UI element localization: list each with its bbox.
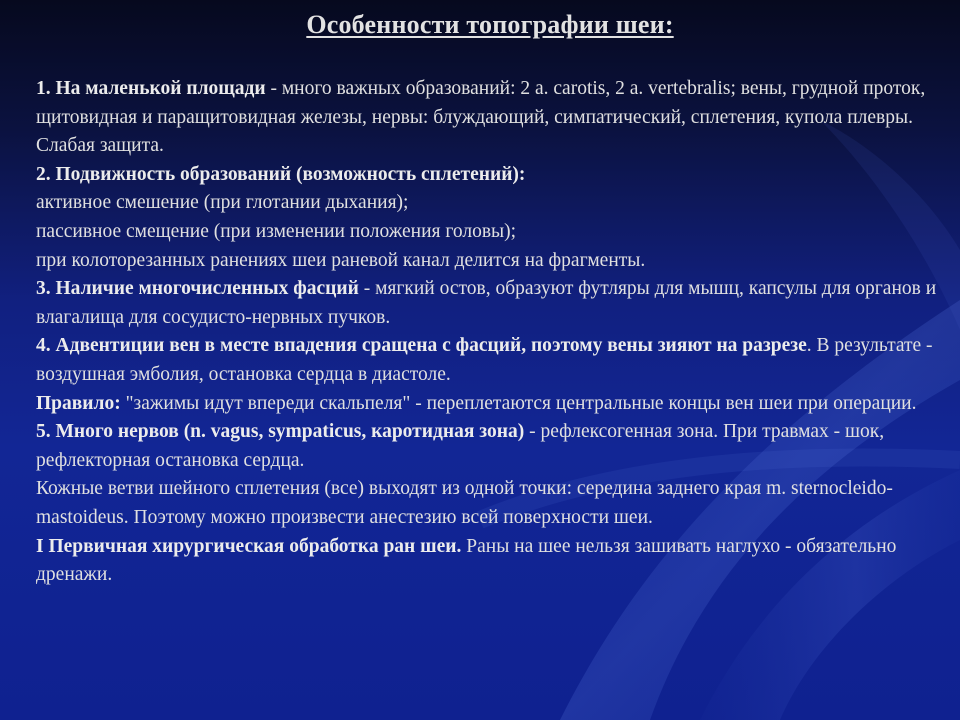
paragraph-11-text: Раны на шее нельзя зашивать наглухо - обязательно дренажи. bbox=[36, 535, 897, 586]
paragraph-4 bbox=[36, 218, 941, 247]
paragraph-9 bbox=[36, 418, 941, 475]
paragraph-5-text: при колоторезанных ранениях шеи раневой канал делится на фрагменты. bbox=[36, 249, 646, 271]
paragraph-1-text: - много важных образований: 2 a. carotis, 2 a. vertebralis; вены, грудной проток, щитовидная и паращитовидная железы, нервы: блуждающий, симпатический, сплетения, купола плевры. Слабая защита. bbox=[36, 78, 926, 157]
paragraph-6-bold: 3. Наличие многочисленных фасций bbox=[36, 278, 359, 300]
paragraph-8-bold: Правило: bbox=[36, 392, 121, 414]
paragraph-3-text: активное смешение (при глотании дыхания); bbox=[36, 192, 409, 214]
slide-title: Особенности топографии шеи: bbox=[306, 10, 674, 39]
paragraph-7-bold: 4. Адвентиции вен в месте впадения сращена с фасций, поэтому вены зияют на разрезе bbox=[36, 335, 807, 357]
paragraph-10 bbox=[36, 475, 941, 532]
paragraph-11-bold: I Первичная хирургическая обработка ран шеи. bbox=[36, 535, 462, 557]
paragraph-1 bbox=[36, 75, 941, 161]
paragraph-7 bbox=[36, 332, 941, 389]
paragraph-2-bold: 2. Подвижность образований (возможность сплетений): bbox=[36, 163, 526, 185]
paragraph-6 bbox=[36, 275, 941, 332]
paragraph-8 bbox=[36, 390, 941, 419]
paragraph-7-text: . В результате - воздушная эмболия, остановка сердца в диастоле. bbox=[36, 335, 933, 385]
paragraph-9-bold: 5. Много нервов (n. vagus, sympaticus, каротидная зона) bbox=[36, 421, 525, 443]
paragraph-4-text: пассивное смещение (при изменении положения головы); bbox=[36, 220, 517, 242]
paragraph-6-text: - мягкий остов, образуют футляры для мышц, капсулы для органов и влагалища для сосудисто-нервных пучков. bbox=[36, 278, 937, 328]
paragraph-9-text: - рефлексогенная зона. При травмах - шок, рефлекторная остановка сердца. bbox=[36, 421, 885, 471]
paragraph-11 bbox=[36, 533, 941, 590]
paragraph-8-text: "зажимы идут впереди скальпеля" - переплетаются центральные концы вен шеи при операции. bbox=[120, 392, 917, 414]
slide-body bbox=[36, 75, 941, 590]
paragraph-3 bbox=[36, 189, 941, 218]
paragraph-5 bbox=[36, 247, 941, 276]
paragraph-10-text: Кожные ветви шейного сплетения (все) выходят из одной точки: середина заднего края m. sternocleido-mastoideus. Поэтому можно произвести анестезию всей поверхности шеи. bbox=[36, 478, 893, 528]
paragraph-2 bbox=[36, 161, 941, 190]
paragraph-1-bold: 1. На маленькой площади bbox=[36, 78, 266, 99]
